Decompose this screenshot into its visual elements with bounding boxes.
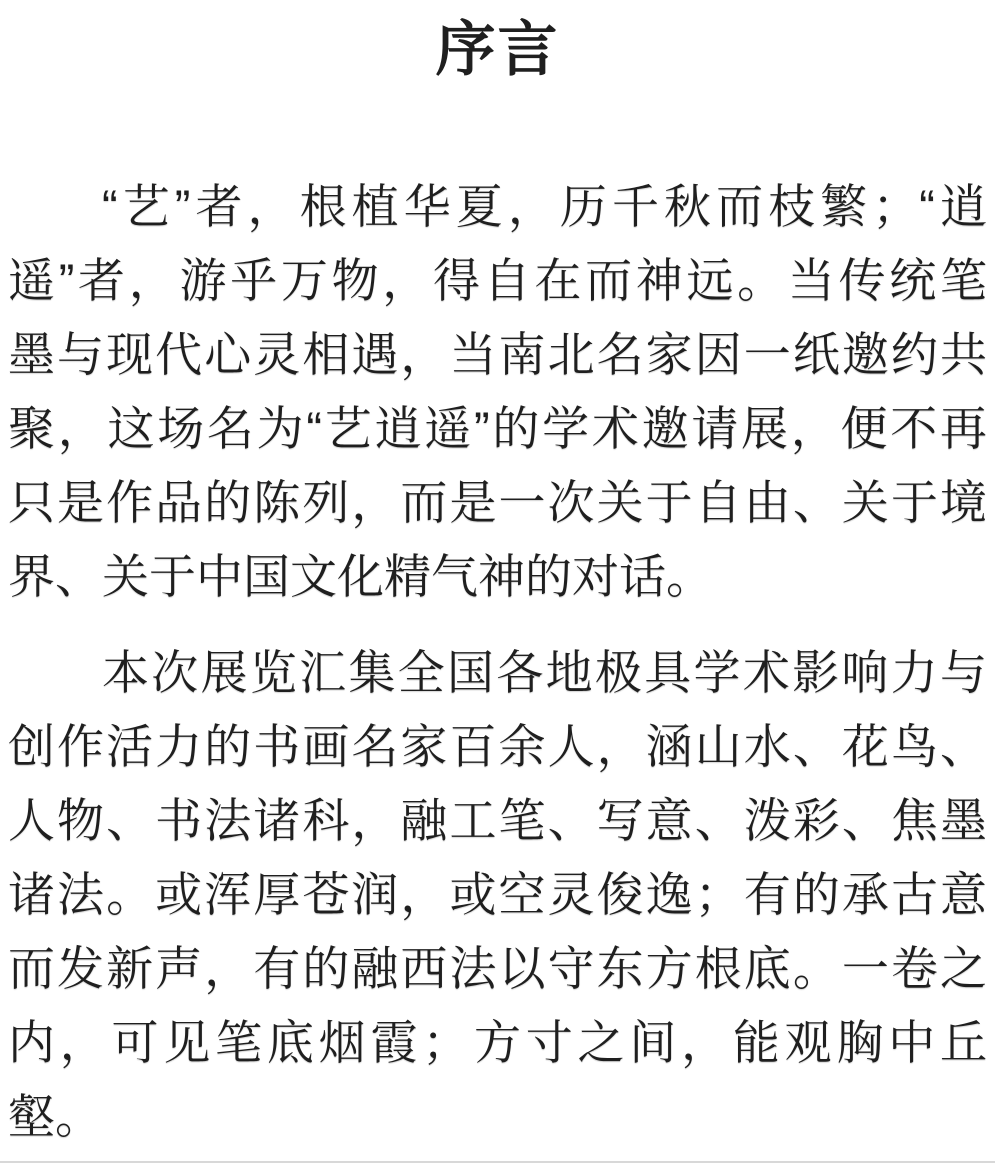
- text-line: 墨与现代心灵相遇，当南北名家因一纸邀约共: [8, 328, 987, 381]
- text-line: 壑。: [8, 1090, 102, 1143]
- text-line: 创作活力的书画名家百余人，涵山水、花鸟、: [8, 720, 987, 773]
- text-line: 本次展览汇集全国各地极具学术影响力与: [102, 646, 987, 699]
- text-line: 遥”者，游乎万物，得自在而神远。当传统笔: [8, 254, 987, 307]
- text-line: 而发新声，有的融西法以守东方根底。一卷之: [8, 942, 987, 995]
- page-title: 序言: [435, 16, 560, 83]
- paragraph: [8, 636, 987, 1154]
- preface-body: [8, 170, 987, 1154]
- text-line: 只是作品的陈列，而是一次关于自由、关于境: [8, 476, 987, 529]
- text-line: 诸法。或浑厚苍润，或空灵俊逸；有的承古意: [8, 868, 987, 921]
- text-line: 人物、书法诸科，融工笔、写意、泼彩、焦墨: [8, 794, 987, 847]
- text-line: 聚，这场名为“艺逍遥”的学术邀请展，便不再: [8, 402, 987, 455]
- text-line: 界、关于中国文化精气神的对话。: [8, 550, 713, 603]
- text-line: 内，可见笔底烟霞；方寸之间，能观胸中丘: [8, 1016, 987, 1069]
- text-line: “艺”者，根植华夏，历千秋而枝繁；“逍: [102, 180, 987, 233]
- paragraph: [8, 170, 987, 614]
